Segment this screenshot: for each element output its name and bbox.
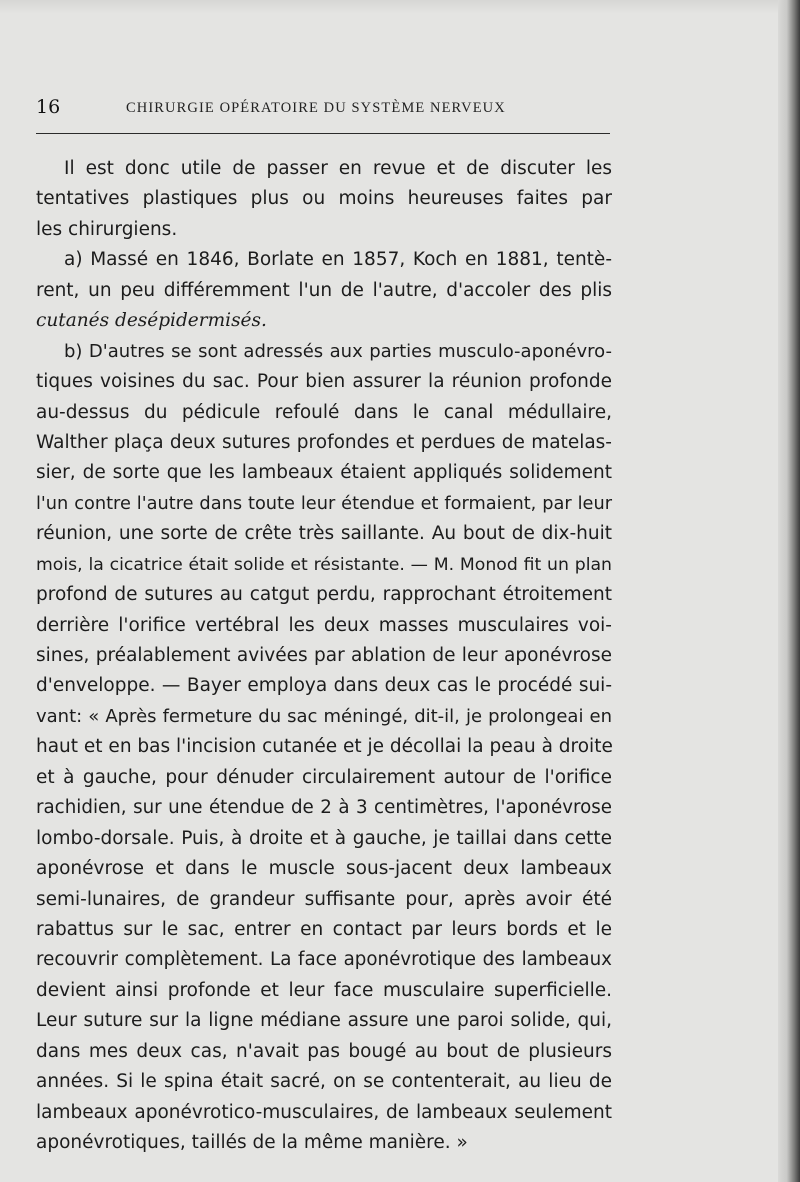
text-line: années. Si le spina était sacré, on se contenterait, au lieu de — [36, 1071, 612, 1093]
text-line: rabattus sur le sac, entrer en contact par leurs bords et le — [36, 918, 612, 940]
text-line: rachidien, sur une étendue de 2 à 3 centimètres, l'aponévrose — [36, 797, 612, 819]
text-line: lambeaux aponévrotico-musculaires, de lambeaux seulement — [36, 1101, 612, 1123]
text-line: rent, un peu différemment l'un de l'autre, d'accoler des plis — [36, 279, 612, 301]
running-head: CHIRURGIE OPÉRATOIRE DU SYSTÈME NERVEUX — [126, 100, 506, 116]
text-line: devient ainsi profonde et leur face musculaire superficielle. — [36, 979, 612, 1001]
text-line: vant: « Après fermeture du sac méningé, dit-il, je prolongeai en — [36, 705, 612, 727]
text-line: l'un contre l'autre dans toute leur étendue et formaient, par leur — [36, 493, 612, 514]
text-line: réunion, une sorte de crête très saillante. Au bout de dix-huit — [36, 523, 612, 545]
text-line: lombo-dorsale. Puis, à droite et à gauche, je taillai dans cette — [36, 827, 612, 849]
text-line: et à gauche, pour dénuder circulairement autour de l'orifice — [36, 766, 612, 788]
text-line: dans mes deux cas, n'avait pas bougé au bout de plusieurs — [36, 1040, 612, 1062]
text-line: mois, la cicatrice était solide et résistante. — M. Monod fit un plan — [36, 554, 612, 575]
text-line: Walther plaça deux sutures profondes et perdues de matelas- — [36, 431, 612, 453]
text-line: aponévrose et dans le muscle sous-jacent deux lambeaux — [36, 858, 612, 880]
text-line: sines, préalablement avivées par ablation de leur aponévrose — [36, 645, 612, 666]
page-header — [36, 96, 610, 126]
page-number: 16 — [36, 96, 61, 118]
text-line: Leur suture sur la ligne médiane assure une paroi solide, qui, — [36, 1010, 612, 1032]
text-line: tentatives plastiques plus ou moins heureuses faites par — [36, 188, 612, 210]
text-line: profond de sutures au catgut perdu, rapprochant étroitement — [36, 584, 612, 606]
text-line: cutanés desépidermisés. — [36, 310, 267, 332]
text-line: Il est donc utile de passer en revue et de discuter les — [64, 158, 612, 179]
text-line: b) D'autres se sont adressés aux parties musculo-aponévro- — [64, 340, 612, 362]
body-text — [36, 154, 612, 1158]
text-line: les chirurgiens. — [36, 218, 178, 240]
text-line: tiques voisines du sac. Pour bien assurer la réunion profonde — [36, 371, 612, 393]
text-line: aponévrotiques, taillés de la même manière. » — [36, 1132, 468, 1153]
text-line: derrière l'orifice vertébral les deux masses musculaires voi- — [36, 614, 612, 636]
text-line: recouvrir complètement. La face aponévrotique des lambeaux — [36, 949, 612, 971]
header-rule — [36, 133, 610, 134]
text-line: a) Massé en 1846, Borlate en 1857, Koch en 1881, tentè- — [64, 249, 612, 271]
text-line: semi-lunaires, de grandeur suffisante pour, après avoir été — [36, 888, 612, 910]
scan-shadow-top — [0, 0, 800, 14]
text-line: au-dessus du pédicule refoulé dans le canal médullaire, — [36, 401, 612, 423]
scan-binding-edge — [778, 0, 800, 1182]
text-line: sier, de sorte que les lambeaux étaient appliqués solidement — [36, 462, 612, 484]
text-line: d'enveloppe. — Bayer employa dans deux cas le procédé sui- — [36, 675, 612, 697]
text-line: haut et en bas l'incision cutanée et je décollai la peau à droite — [36, 736, 613, 758]
